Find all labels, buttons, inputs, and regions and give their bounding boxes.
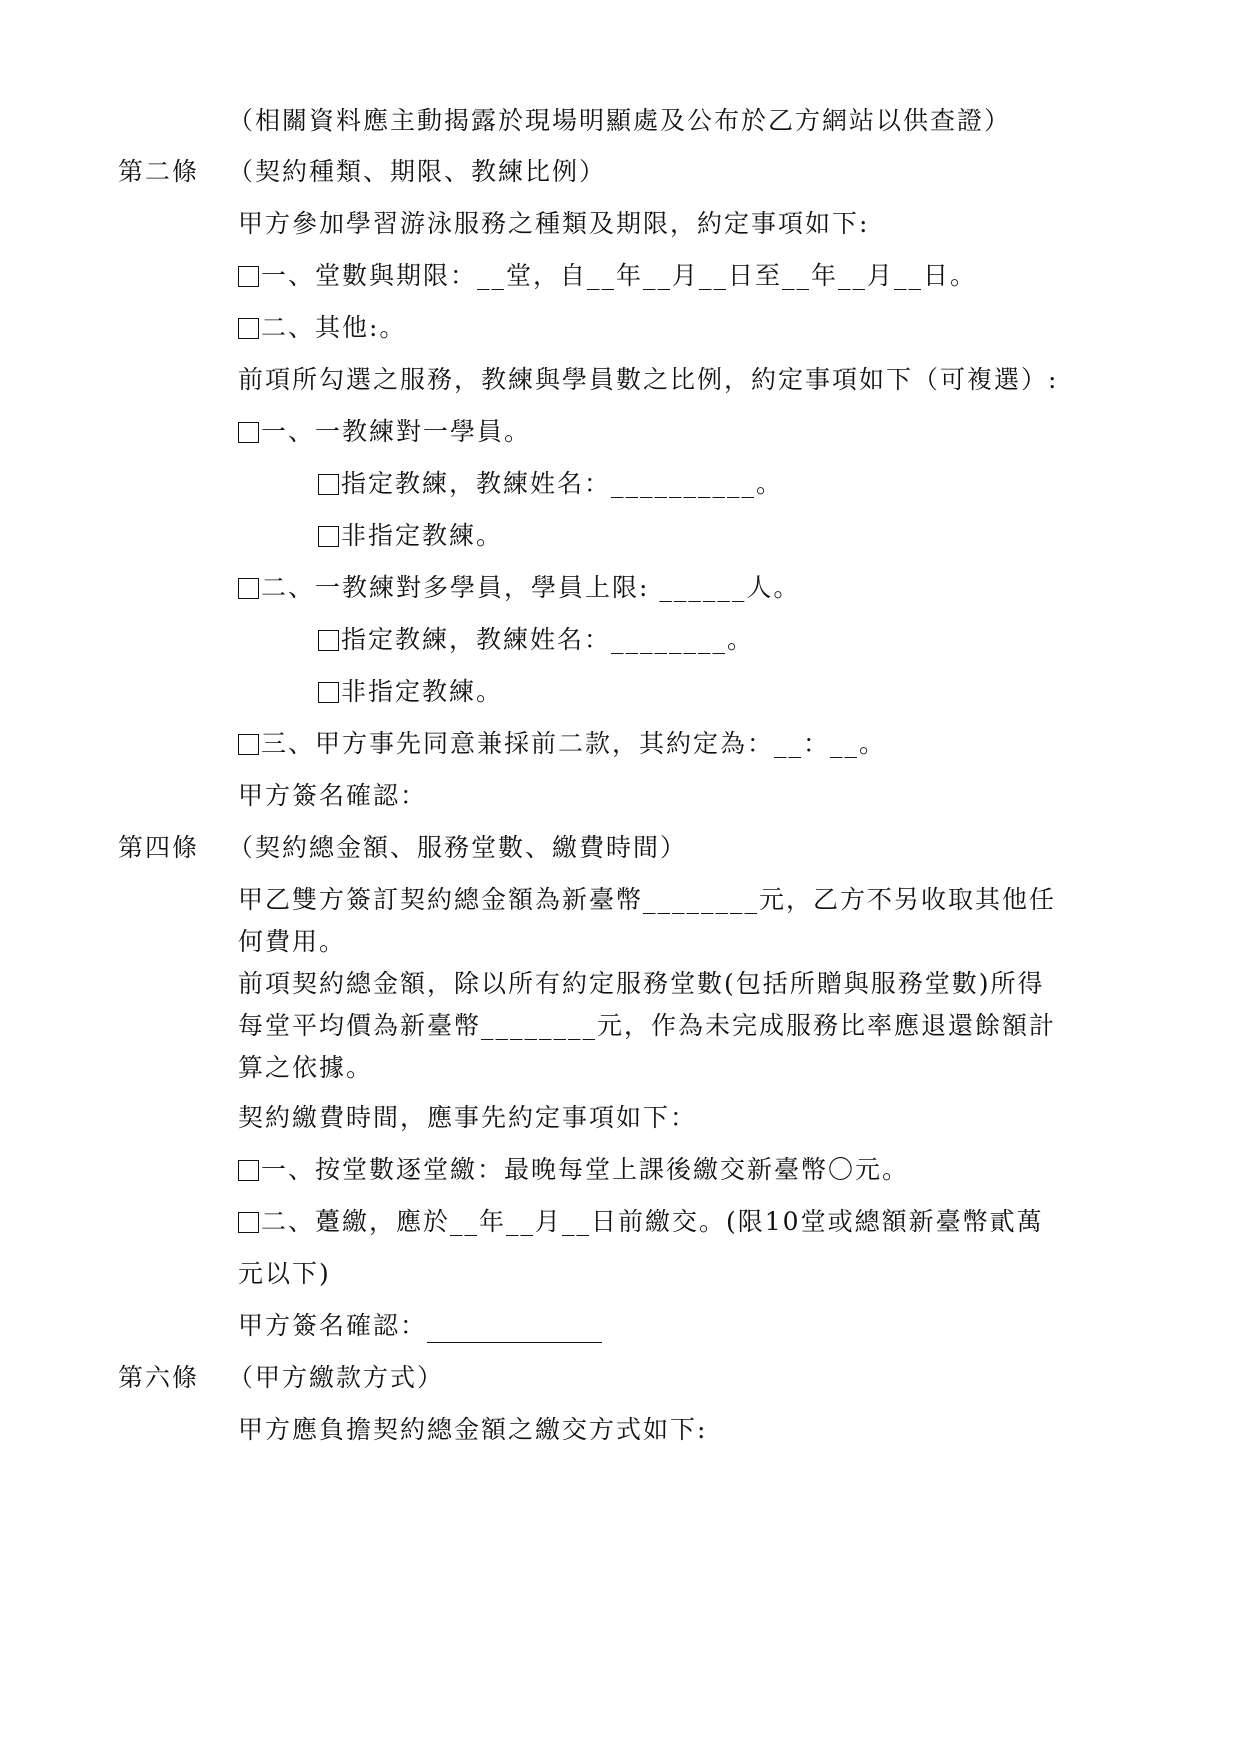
total-amount-line-2: 何費用。 bbox=[238, 927, 347, 956]
article-4-signature bbox=[238, 1309, 602, 1343]
option-sessions-period bbox=[238, 259, 977, 293]
signature-label: 甲方簽名確認： bbox=[238, 1311, 428, 1340]
pay-lump-sum bbox=[238, 1205, 1044, 1239]
article-2-lead: 甲方參加學習游泳服務之種類及期限，約定事項如下: bbox=[238, 209, 870, 238]
ratio1-designated-coach bbox=[318, 467, 783, 501]
pay-lump-sum-line-2: 元以下) bbox=[238, 1259, 331, 1288]
option-text: 一、堂數與期限：__堂，自__年__月__日至__年__月__日。 bbox=[261, 261, 978, 290]
checkbox[interactable] bbox=[238, 578, 259, 599]
ratio-combined bbox=[238, 727, 886, 761]
pay-per-session bbox=[238, 1153, 909, 1187]
average-price-line-3: 算之依據。 bbox=[238, 1053, 374, 1082]
ratio-lead: 前項所勾選之服務，教練與學員數之比例，約定事項如下（可複選）: bbox=[238, 365, 1059, 394]
checkbox[interactable] bbox=[318, 526, 339, 547]
article-4-label: 第四條 bbox=[118, 833, 200, 862]
option-text: 非指定教練。 bbox=[341, 521, 504, 550]
option-text: 指定教練，教練姓名：__________。 bbox=[341, 469, 784, 498]
ratio-one-to-many bbox=[238, 571, 800, 605]
option-text: 一、一教練對一學員。 bbox=[261, 417, 532, 446]
checkbox[interactable] bbox=[238, 1160, 259, 1181]
checkbox[interactable] bbox=[238, 1212, 259, 1233]
article-2-label: 第二條 bbox=[118, 157, 200, 186]
option-text: 三、甲方事先同意兼採前二款，其約定為：__：__。 bbox=[261, 729, 887, 758]
option-text: 二、躉繳，應於__年__月__日前繳交。(限10堂或總額新臺幣貳萬 bbox=[261, 1207, 1044, 1236]
article-6-heading: （甲方繳款方式） bbox=[228, 1363, 445, 1392]
disclosure-note: （相關資料應主動揭露於現場明顯處及公布於乙方網站以供查證） bbox=[228, 106, 1012, 135]
checkbox[interactable] bbox=[318, 682, 339, 703]
signature-line[interactable] bbox=[427, 1320, 602, 1343]
checkbox[interactable] bbox=[238, 318, 259, 339]
article-2-signature: 甲方簽名確認： bbox=[238, 781, 428, 810]
option-text: 指定教練，教練姓名：________。 bbox=[341, 625, 755, 654]
article-4-heading: （契約總金額、服務堂數、繳費時間） bbox=[228, 833, 688, 862]
checkbox[interactable] bbox=[318, 630, 339, 651]
option-text: 一、按堂數逐堂繳：最晚每堂上課後繳交新臺幣〇元。 bbox=[261, 1155, 910, 1184]
checkbox[interactable] bbox=[318, 474, 339, 495]
article-2-heading: （契約種類、期限、教練比例） bbox=[228, 157, 607, 186]
payment-time-lead: 契約繳費時間，應事先約定事項如下： bbox=[238, 1103, 698, 1132]
option-text: 二、一教練對多學員，學員上限: ______人。 bbox=[261, 573, 801, 602]
average-price-line-2: 每堂平均價為新臺幣________元，作為未完成服務比率應退還餘額計 bbox=[238, 1011, 1057, 1040]
option-text: 非指定教練。 bbox=[341, 677, 504, 706]
average-price-line-1: 前項契約總金額，除以所有約定服務堂數(包括所贈與服務堂數)所得 bbox=[238, 969, 1045, 998]
ratio-one-to-one bbox=[238, 415, 531, 449]
checkbox[interactable] bbox=[238, 266, 259, 287]
ratio2-non-designated-coach bbox=[318, 675, 503, 709]
checkbox[interactable] bbox=[238, 422, 259, 443]
article-6-lead: 甲方應負擔契約總金額之繳交方式如下: bbox=[238, 1415, 708, 1444]
article-6-label: 第六條 bbox=[118, 1363, 200, 1392]
ratio2-designated-coach bbox=[318, 623, 754, 657]
ratio1-non-designated-coach bbox=[318, 519, 503, 553]
option-text: 二、其他:。 bbox=[261, 313, 407, 342]
option-other bbox=[238, 311, 406, 345]
checkbox[interactable] bbox=[238, 734, 259, 755]
total-amount-line-1: 甲乙雙方簽訂契約總金額為新臺幣________元，乙方不另收取其他任 bbox=[238, 885, 1057, 914]
